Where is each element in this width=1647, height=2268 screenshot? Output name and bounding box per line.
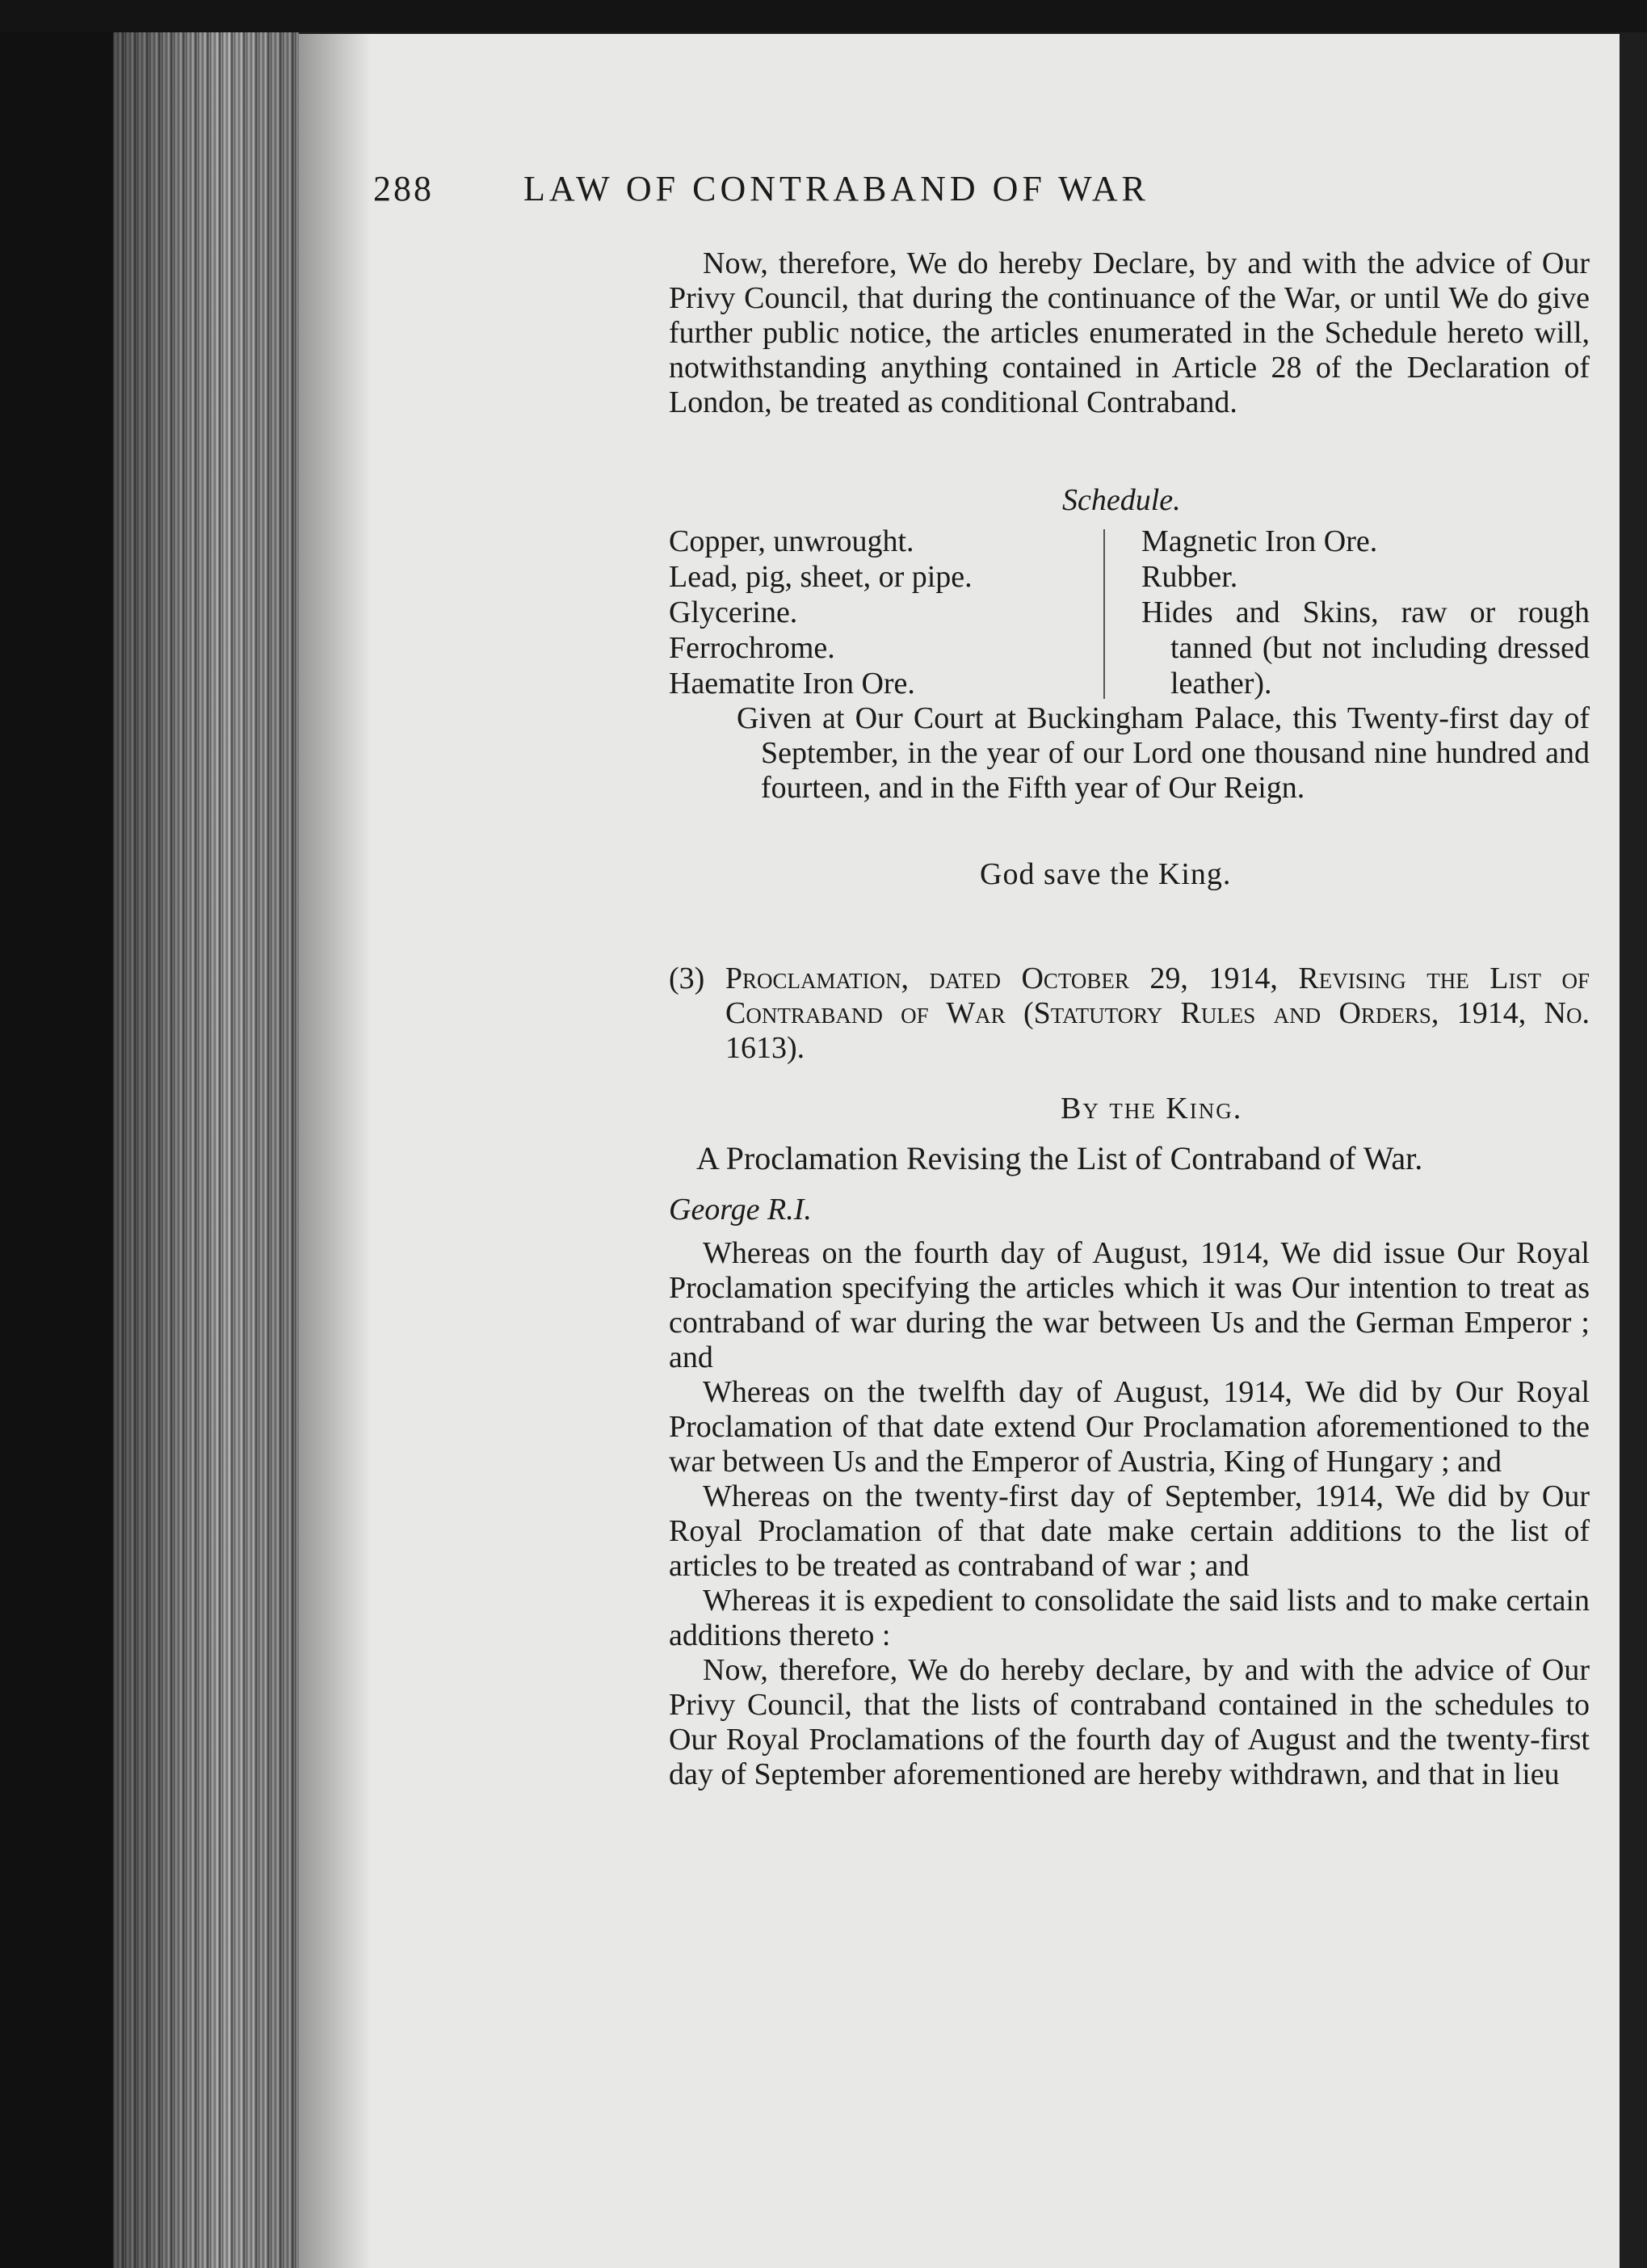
paragraph: Now, therefore, We do hereby declare, by and with the advice of Our Privy Council, that the lists of contraband contained in the schedules to Our Royal Proclamations of the fourth day of August and the twenty-first day of September aforementioned are hereby withdrawn, and that in lieu [669, 1653, 1590, 1791]
proclamation-body [669, 1236, 1590, 1792]
page-edges-shadow [113, 32, 299, 2268]
schedule-item: Copper, unwrought. [669, 524, 914, 558]
proclamation-title: A Proclamation Revising the List of Contraband of War. [696, 1140, 1423, 1176]
schedule-heading: Schedule. [1062, 483, 1181, 517]
schedule-left-column [669, 524, 1089, 701]
schedule-item: Haematite Iron Ore. [669, 667, 915, 701]
paragraph-text: Now, therefore, We do hereby Declare, by and with the advice of Our Privy Council, that during the continuance of the War, or until We do give further public notice, the articles enumerated in the Schedule hereto will, notwithstanding anything contained in Article 28 of the Declaration of London, be treated as conditional Contraband. [669, 246, 1590, 419]
given-at-clause [737, 701, 1590, 806]
by-the-king: By the King. [1061, 1092, 1243, 1126]
paragraph: Whereas on the twelfth day of August, 1914, We did by Our Royal Proclamation of that date extend Our Proclamation aforementioned to the war between Us and the Emperor of Austria, King of Hungary ; and [669, 1375, 1590, 1479]
section-heading-text: (3) Proclamation, dated October 29, 1914, Revising the List of Contraband of War (Statutory Rules and Orders, 1914, No. 1613). [669, 961, 1590, 1065]
page-number: 288 [373, 169, 434, 208]
paragraph: Whereas on the twenty-first day of September, 1914, We did by Our Royal Proclamation of that date make certain additions to the list of articles to be treated as contraband of war ; and [669, 1479, 1590, 1583]
running-head: LAW OF CONTRABAND OF WAR [523, 169, 1149, 208]
paragraph: Whereas it is expedient to consolidate the said lists and to make certain additions thereto : [669, 1584, 1590, 1652]
schedule-item: Magnetic Iron Ore. [1141, 524, 1378, 558]
given-at-text: Given at Our Court at Buckingham Palace, this Twenty-first day of September, in the year of our Lord one thousand nine hundred and fourteen, and in the Fifth year of Our Reign. [737, 701, 1590, 805]
schedule-item: Glycerine. [669, 595, 798, 629]
schedule-item: Hides and Skins, raw or rough tanned (but not including dressed leather). [1141, 595, 1590, 701]
schedule-item: Lead, pig, sheet, or pipe. [669, 560, 973, 594]
god-save-the-king: God save the King. [980, 857, 1232, 891]
scan-top-margin [0, 0, 1647, 32]
royal-signature: George R.I. [669, 1193, 812, 1227]
page-header [373, 168, 1593, 225]
schedule-divider [1103, 529, 1105, 699]
paragraph-declaration [669, 246, 1590, 420]
binding-shadow [299, 34, 372, 2268]
schedule-right-column [1141, 524, 1590, 701]
scan-left-margin [0, 32, 113, 2268]
section-heading [669, 961, 1590, 1066]
schedule-item: Rubber. [1141, 560, 1238, 594]
paragraph: Whereas on the fourth day of August, 1914, We did issue Our Royal Proclamation specifying the articles which it was Our intention to treat as contraband of war during the war between Us and the German Emperor ; and [669, 1236, 1590, 1374]
schedule-item: Ferrochrome. [669, 631, 835, 665]
